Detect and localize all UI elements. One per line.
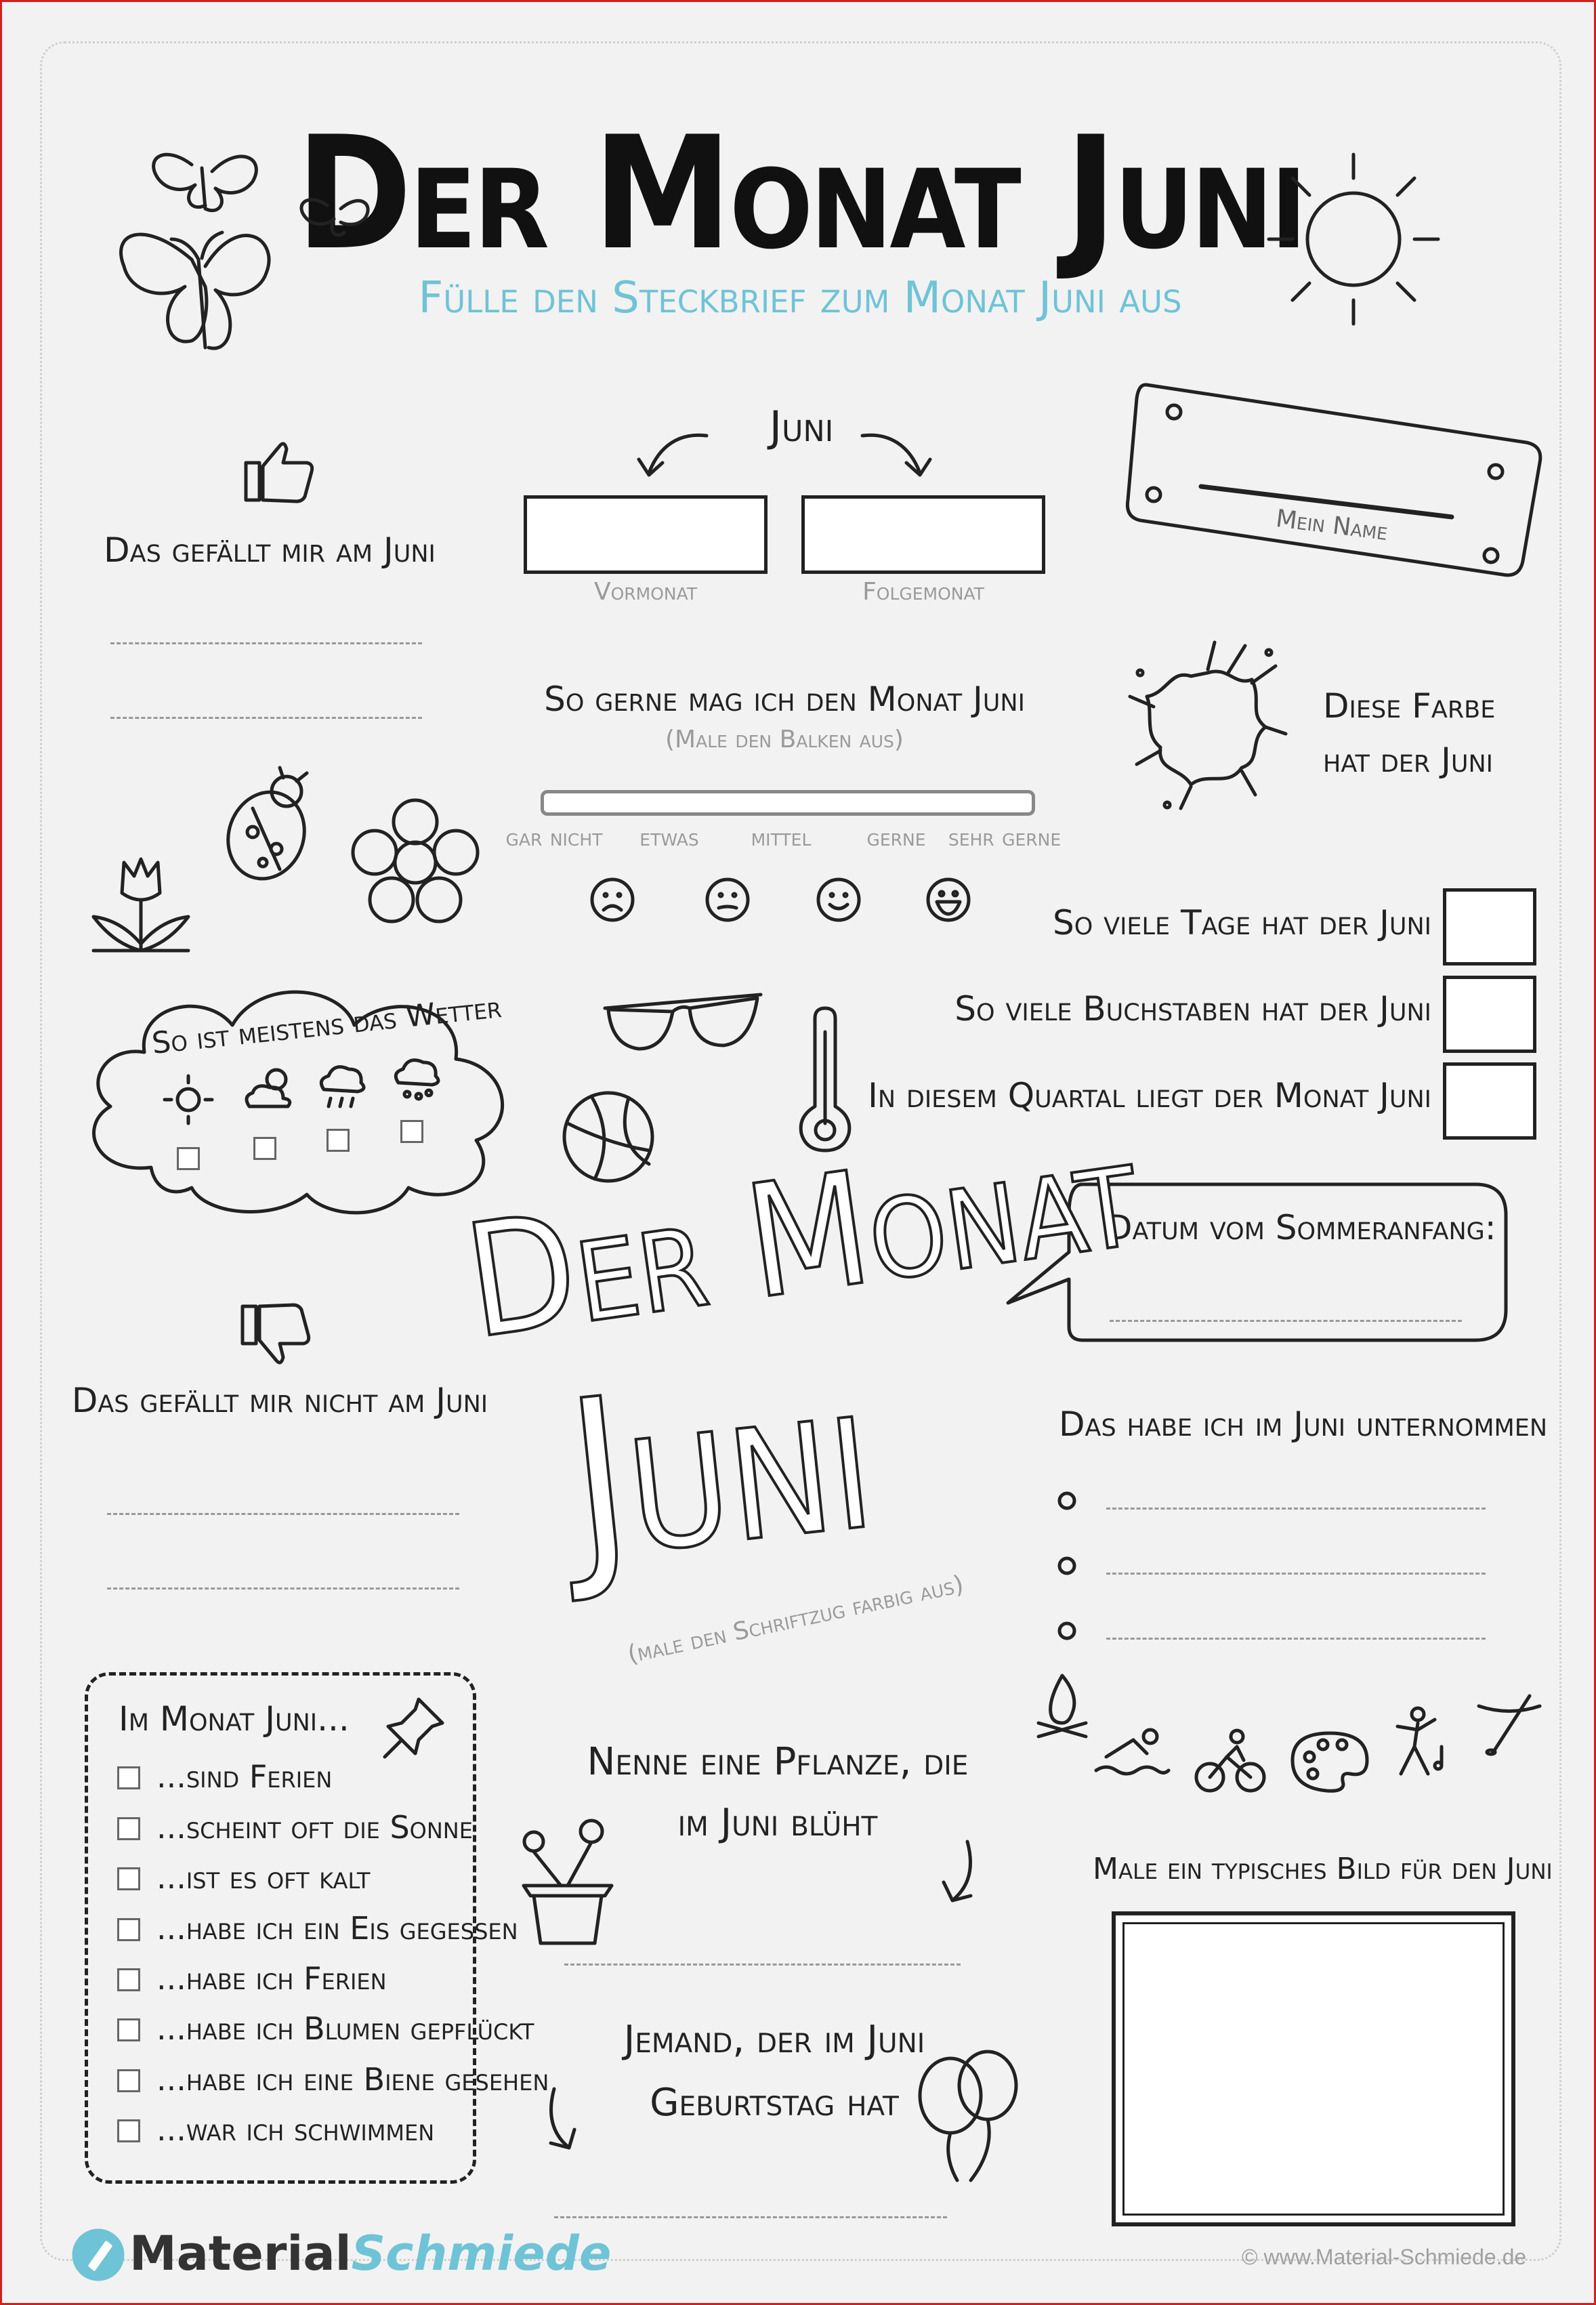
big-title-hint: (male den Schriftzug farbig aus)	[625, 1570, 967, 1669]
sunglasses-icon	[598, 981, 768, 1062]
rating-scale-3: mittel	[751, 824, 812, 852]
name-plate[interactable]	[1120, 378, 1547, 588]
weather-cloud	[70, 951, 530, 1222]
likes-line-1[interactable]	[110, 642, 422, 644]
plant-line[interactable]	[564, 1964, 961, 1966]
summer-start-line[interactable]	[1110, 1320, 1462, 1322]
activity-line-1[interactable]	[1106, 1508, 1486, 1510]
drawing-frame-inner	[1122, 1922, 1505, 2216]
campfire-icon	[1032, 1669, 1093, 1743]
dancer-icon	[1387, 1706, 1455, 1781]
birthday-label-1: Jemand, der im Juni	[623, 2018, 925, 2062]
sun-icon	[1262, 148, 1445, 331]
letters-field[interactable]	[1443, 976, 1536, 1053]
quarter-label: In diesem Quartal liegt der Monat Juni	[868, 1076, 1431, 1115]
color-label-2: hat der Juni	[1323, 741, 1493, 780]
partly-cloudy-icon	[239, 1059, 300, 1113]
pushpin-icon	[381, 1693, 449, 1760]
month-center-label: Juni	[769, 402, 834, 451]
dislikes-label: Das gefällt mir nicht am Juni	[71, 1381, 488, 1420]
rating-scale-5: sehr gerne	[948, 824, 1062, 852]
previous-month-field[interactable]	[524, 495, 768, 574]
name-plate-label: Mein Name	[1274, 505, 1389, 546]
likes-line-2[interactable]	[110, 717, 422, 719]
checklist-title: Im Monat Juni...	[119, 1699, 350, 1739]
dislikes-line-1[interactable]	[107, 1513, 459, 1515]
checklist-item-5: ...habe ich Ferien	[156, 1960, 387, 1997]
curved-arrow-down-icon	[940, 1838, 981, 1906]
rating-scale-1: gar nicht	[505, 824, 603, 852]
checklist-checkbox-5[interactable]	[117, 1968, 140, 1991]
balloons-icon	[906, 2048, 1025, 2184]
curved-arrow-down-left-icon	[541, 2085, 581, 2153]
smile-face-icon[interactable]	[815, 876, 862, 923]
rating-hint: (Male den Balken aus)	[665, 726, 904, 753]
tulip-icon	[87, 849, 195, 957]
footer-logo-part2: Schmiede	[351, 2226, 612, 2281]
activity-bullet-1	[1057, 1491, 1076, 1510]
checklist-item-4: ...habe ich ein Eis gegessen	[156, 1910, 518, 1947]
footer-logo	[129, 2226, 611, 2281]
activity-line-3[interactable]	[1106, 1638, 1486, 1640]
palette-icon	[1289, 1730, 1370, 1794]
swimmer-icon	[1093, 1720, 1171, 1781]
next-month-label: Folgemonat	[862, 578, 984, 606]
previous-month-label: Vormonat	[593, 578, 698, 606]
cyclist-icon	[1193, 1726, 1267, 1794]
birthday-line[interactable]	[554, 2216, 947, 2218]
activity-bullet-2	[1057, 1556, 1076, 1575]
checklist-checkbox-6[interactable]	[117, 2018, 140, 2041]
footer-copyright: © www.Material-Schmiede.de	[1242, 2245, 1527, 2269]
meh-face-icon[interactable]	[704, 876, 751, 923]
ladybug-icon	[212, 768, 320, 890]
quarter-field[interactable]	[1443, 1062, 1536, 1140]
rating-title: So gerne mag ich den Monat Juni	[544, 680, 1025, 719]
checklist-checkbox-4[interactable]	[117, 1918, 140, 1941]
weather-title: So ist meistens das Wetter	[150, 990, 503, 1061]
activity-bullet-3	[1057, 1621, 1076, 1640]
activity-line-2[interactable]	[1106, 1573, 1486, 1575]
checklist-item-2: ...scheint oft die Sonne	[156, 1809, 473, 1846]
checklist-item-7: ...habe ich eine Biene gesehen	[156, 2061, 549, 2098]
butterflies-icon	[104, 131, 314, 388]
big-title-line1[interactable]: Der Monat	[456, 1100, 1148, 1374]
sunny-icon	[161, 1073, 215, 1127]
drawing-title: Male ein typisches Bild für den Juni	[1093, 1852, 1553, 1886]
next-month-field[interactable]	[801, 495, 1045, 574]
arrow-right-icon	[856, 429, 937, 483]
flower-icon	[348, 795, 483, 930]
checklist-checkbox-7[interactable]	[117, 2069, 140, 2092]
days-field[interactable]	[1443, 888, 1536, 965]
paint-splash-icon[interactable]	[1127, 632, 1289, 815]
drawing-frame[interactable]	[1112, 1911, 1515, 2226]
activities-title: Das habe ich im Juni unternommen	[1059, 1405, 1548, 1444]
snow-icon	[388, 1052, 442, 1106]
footer-logo-part1: Material	[129, 2226, 352, 2281]
sad-face-icon[interactable]	[589, 876, 636, 923]
plant-label-1: Nenne eine Pflanze, die	[587, 1740, 969, 1784]
plant-label-2: im Juni blüht	[677, 1801, 878, 1845]
page-title: Der Monat Juni	[295, 104, 1305, 285]
big-title-line2[interactable]: Juni	[558, 1325, 882, 1608]
checklist-checkbox-1[interactable]	[117, 1766, 140, 1789]
thumbs-down-icon	[239, 1303, 314, 1367]
summer-start-label: Datum vom Sommeranfang:	[1106, 1208, 1496, 1247]
rain-icon	[314, 1059, 368, 1113]
letters-label: So viele Buchstaben hat der Juni	[954, 989, 1431, 1029]
likes-label: Das gefällt mir am Juni	[104, 531, 436, 570]
pencil-logo-icon	[71, 2228, 125, 2282]
thermometer-icon	[791, 1005, 859, 1154]
checklist-item-1: ...sind Ferien	[156, 1758, 333, 1795]
checklist-checkbox-3[interactable]	[117, 1867, 140, 1890]
checklist-checkbox-8[interactable]	[117, 2119, 140, 2142]
birthday-label-2: Geburtstag hat	[650, 2081, 899, 2125]
days-label: So viele Tage hat der Juni	[1052, 903, 1431, 942]
weather-snow-checkbox[interactable]	[400, 1120, 423, 1143]
canoe-icon	[1472, 1693, 1547, 1757]
rating-bar[interactable]	[541, 790, 1035, 816]
weather-sunny-checkbox[interactable]	[177, 1147, 200, 1170]
potted-flowers-icon	[510, 1811, 622, 1947]
checklist-item-8: ...war ich schwimmen	[156, 2111, 435, 2148]
color-label-1: Diese Farbe	[1323, 686, 1496, 726]
weather-rain-checkbox[interactable]	[327, 1129, 350, 1152]
rating-scale-2: etwas	[639, 824, 699, 852]
rating-scale-4: gerne	[866, 824, 926, 852]
dislikes-line-2[interactable]	[107, 1587, 459, 1590]
checklist-checkbox-2[interactable]	[117, 1817, 140, 1840]
thumbs-up-icon	[243, 439, 317, 503]
checklist-item-3: ...ist es oft kalt	[156, 1859, 371, 1896]
arrow-left-icon	[632, 429, 713, 483]
checklist-item-6: ...habe ich Blumen gepflückt	[156, 2010, 534, 2047]
weather-partly-cloudy-checkbox[interactable]	[253, 1137, 276, 1160]
page-subtitle: Fülle den Steckbrief zum Monat Juni aus	[418, 273, 1182, 323]
